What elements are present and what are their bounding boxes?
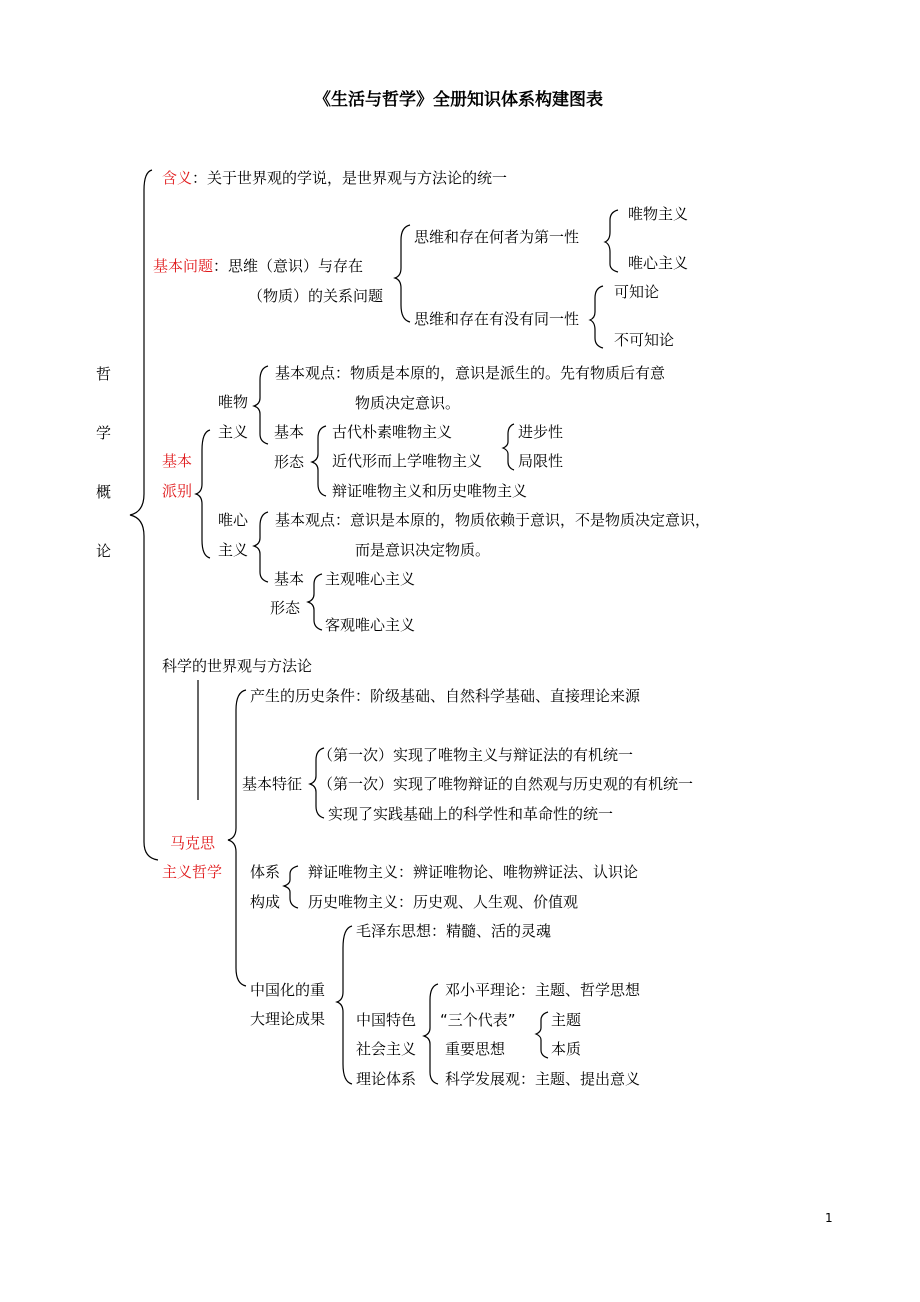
progress-brace — [503, 424, 514, 470]
idealism: 唯心主义 — [628, 254, 689, 272]
sinic-label-1: 中国化的重 — [250, 981, 326, 999]
second-aspect-brace — [590, 286, 603, 348]
second-aspect: 思维和存在有没有同一性 — [414, 310, 580, 328]
feature-1: （第一次）实现了唯物主义与辩证法的有机统一 — [318, 746, 634, 764]
mat-forms-1: 基本 — [274, 423, 305, 441]
bq-brace — [395, 225, 410, 322]
unknowable: 不可知论 — [614, 331, 675, 349]
cs-label-1: 中国特色 — [356, 1011, 417, 1029]
scientific-development: 科学发展观：主题、提出意义 — [445, 1070, 641, 1088]
marxism-label-2: 主义哲学 — [162, 863, 223, 881]
cs-brace — [424, 984, 438, 1084]
feature-2: （第一次）实现了唯物辩证的自然观与历史观的有机统一 — [318, 775, 694, 793]
mat-view-1: 基本观点：物质是本原的，意识是派生的。先有物质后有意 — [275, 364, 666, 382]
ancient-materialism: 古代朴素唯物主义 — [332, 423, 453, 441]
schools-label-1: 基本 — [162, 452, 193, 470]
progressive: 进步性 — [518, 423, 564, 441]
idealism-label-2: 主义 — [218, 541, 249, 559]
limited: 局限性 — [518, 452, 564, 470]
subjective-idealism: 主观唯心主义 — [325, 570, 416, 588]
cs-label-2: 社会主义 — [356, 1040, 417, 1058]
schools-brace — [196, 430, 210, 558]
root-char-3: 概 — [96, 483, 112, 501]
ide-forms-brace — [308, 574, 322, 630]
features-label: 基本特征 — [242, 775, 303, 793]
materialism: 唯物主义 — [628, 205, 689, 223]
knowable: 可知论 — [614, 283, 660, 301]
first-aspect: 思维和存在何者为第一性 — [414, 228, 580, 246]
marx-brace — [228, 690, 246, 986]
objective-idealism: 客观唯心主义 — [325, 616, 416, 634]
idealism-label-1: 唯心 — [218, 511, 249, 529]
three-essence: 本质 — [551, 1040, 582, 1058]
basic-question-line1: ：思维（意识）与存在 — [213, 257, 364, 275]
three-represents-2: 重要思想 — [445, 1040, 506, 1058]
system-brace — [284, 866, 298, 908]
ide-view-1: 基本观点：意识是本原的，物质依赖于意识，不是物质决定意识， — [275, 511, 711, 529]
ide-forms-1: 基本 — [274, 570, 305, 588]
root-char-1: 哲 — [96, 365, 112, 383]
mat-forms-brace — [312, 426, 326, 496]
system-label-1: 体系 — [250, 863, 281, 881]
meaning-text: ：关于世界观的学说，是世界观与方法论的统一 — [192, 169, 508, 187]
ide-forms-2: 形态 — [270, 599, 301, 617]
historical-conditions: 产生的历史条件：阶级基础、自然科学基础、直接理论来源 — [250, 687, 641, 705]
cs-label-3: 理论体系 — [356, 1070, 417, 1088]
root-char-4: 论 — [96, 542, 112, 560]
science-heading: 科学的世界观与方法论 — [162, 657, 313, 675]
deng-theory: 邓小平理论：主题、哲学思想 — [445, 981, 641, 999]
marxism-label-1: 马克思 — [170, 834, 216, 852]
ide-brace — [254, 512, 268, 582]
sinic-brace — [337, 926, 352, 1084]
three-theme: 主题 — [551, 1011, 582, 1029]
materialism-label-1: 唯物 — [218, 393, 249, 411]
system-item-2: 历史唯物主义：历史观、人生观、价值观 — [308, 893, 579, 911]
meaning-label: 含义 — [162, 169, 193, 187]
basic-question-label: 基本问题 — [153, 257, 214, 275]
basic-question-line2: （物质）的关系问题 — [248, 287, 384, 305]
mao-thought: 毛泽东思想：精髓、活的灵魂 — [356, 922, 552, 940]
schools-label-2: 派别 — [162, 482, 193, 500]
root-char-2: 学 — [96, 424, 112, 442]
meaning-row — [162, 169, 507, 187]
basic-question-row — [153, 257, 363, 275]
sinic-label-2: 大理论成果 — [250, 1010, 326, 1028]
modern-materialism: 近代形而上学唯物主义 — [332, 452, 483, 470]
mat-view-2: 物质决定意识。 — [355, 394, 461, 412]
system-label-2: 构成 — [250, 893, 281, 911]
mat-forms-2: 形态 — [274, 453, 305, 471]
dialectical-materialism: 辩证唯物主义和历史唯物主义 — [332, 482, 528, 500]
first-aspect-brace — [605, 210, 618, 272]
system-item-1: 辩证唯物主义：辨证唯物论、唯物辨证法、认识论 — [308, 863, 639, 881]
three-brace — [536, 1012, 548, 1058]
feature-3: 实现了实践基础上的科学性和革命性的统一 — [328, 805, 614, 823]
mat-brace — [254, 366, 268, 444]
materialism-label-2: 主义 — [218, 423, 249, 441]
three-represents-1: “三个代表” — [440, 1011, 516, 1029]
page-number: 1 — [825, 1211, 833, 1225]
page-title: 《生活与哲学》全册知识体系构建图表 — [314, 90, 603, 110]
ide-view-2: 而是意识决定物质。 — [355, 541, 491, 559]
